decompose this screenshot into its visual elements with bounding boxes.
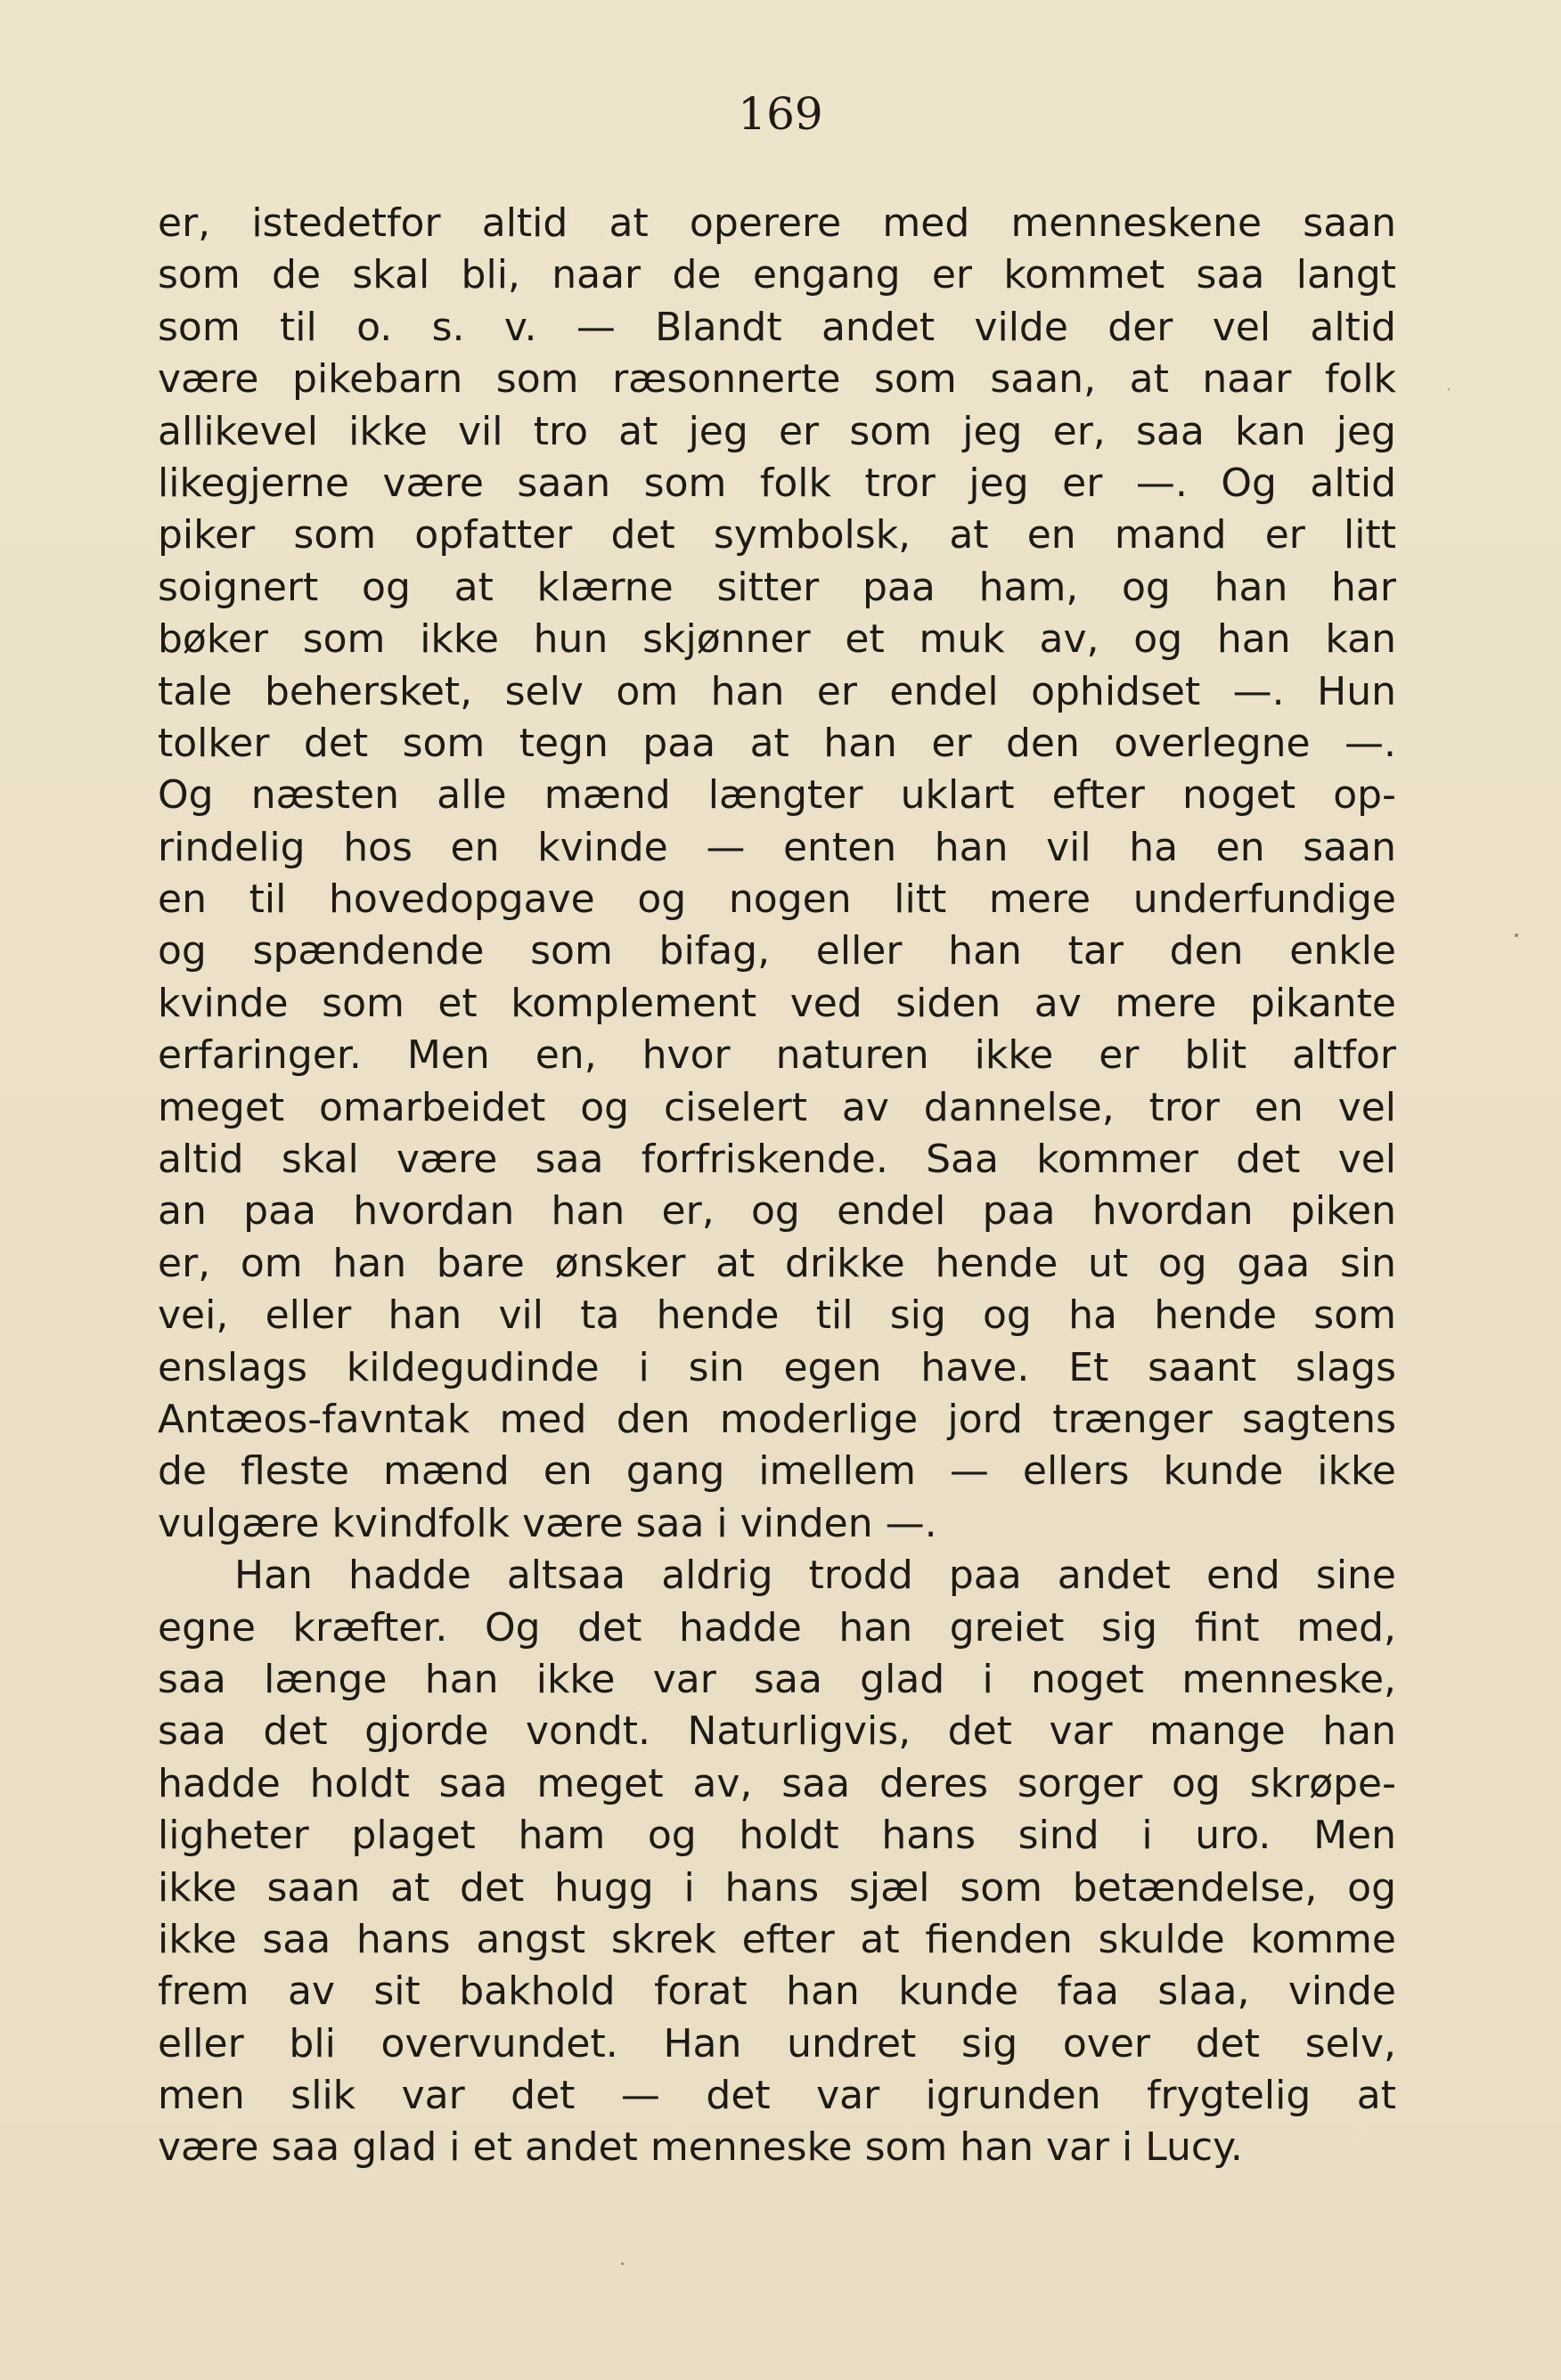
text-line: som til o. s. v. — Blandt andet vilde der vel altid: [158, 304, 1396, 350]
text-line: tolker det som tegn paa at han er den overlegne —.: [158, 720, 1396, 766]
text-line: er, om han bare ønsker at drikke hende ut og gaa sin: [158, 1240, 1396, 1286]
text-line: soignert og at klærne sitter paa ham, og han har: [158, 564, 1396, 610]
text-line: tale behersket, selv om han er endel ophidset —. Hun: [158, 668, 1396, 714]
text-line: kvinde som et komplement ved siden av mere pikante: [158, 980, 1396, 1026]
text-line: Han hadde altsaa aldrig trodd paa andet end sine: [234, 1553, 1396, 1599]
text-line: som de skal bli, naar de engang er kommet saa langt: [158, 252, 1396, 298]
text-line: allikevel ikke vil tro at jeg er som jeg er, saa kan jeg: [158, 408, 1396, 454]
paper-speck: [1515, 933, 1518, 937]
paper-speck: [1448, 388, 1450, 390]
text-line: frem av sit bakhold forat han kunde faa slaa, vinde: [158, 1968, 1396, 2015]
text-line: bøker som ikke hun skjønner et muk av, og han kan: [158, 616, 1396, 663]
text-line: ligheter plaget ham og holdt hans sind i uro. Men: [158, 1813, 1396, 1859]
page-number: 169: [738, 88, 823, 140]
text-line: piker som opfatter det symbolsk, at en mand er litt: [158, 512, 1396, 558]
text-line: er, istedetfor altid at operere med menneskene saan: [158, 200, 1396, 246]
text-line: en til hovedopgave og nogen litt mere underfundige: [158, 876, 1396, 923]
text-line: og spændende som bifag, eller han tar den enkle: [158, 928, 1396, 974]
text-line: an paa hvordan han er, og endel paa hvordan piken: [158, 1188, 1396, 1235]
body-text: [158, 198, 1396, 2174]
text-line: saa længe han ikke var saa glad i noget menneske,: [158, 1656, 1396, 1702]
text-line: meget omarbeidet og ciselert av dannelse, tror en vel: [158, 1084, 1396, 1130]
text-line: hadde holdt saa meget av, saa deres sorger og skrøpe-: [158, 1760, 1396, 1806]
text-line: Antæos-favntak med den moderlige jord trænger sagtens: [158, 1396, 1396, 1442]
text-line: men slik var det — det var igrunden frygtelig at: [158, 2073, 1396, 2119]
text-line: Og næsten alle mænd længter uklart efter noget op-: [158, 772, 1396, 819]
text-line: være saa glad i et andet menneske som han var i Lucy.: [158, 2124, 1243, 2171]
text-line: rindelig hos en kvinde — enten han vil ha en saan: [158, 824, 1396, 870]
text-line: altid skal være saa forfriskende. Saa kommer det vel: [158, 1137, 1396, 1183]
text-line: de fleste mænd en gang imellem — ellers kunde ikke: [158, 1448, 1396, 1495]
text-line: vei, eller han vil ta hende til sig og ha hende som: [158, 1292, 1396, 1339]
text-line: egne kræfter. Og det hadde han greiet sig fint med,: [158, 1604, 1396, 1651]
text-line: eller bli overvundet. Han undret sig over det selv,: [158, 2020, 1396, 2066]
text-line: ikke saan at det hugg i hans sjæl som betændelse, og: [158, 1864, 1396, 1911]
text-line: likegjerne være saan som folk tror jeg er —. Og altid: [158, 460, 1396, 506]
text-line: være pikebarn som ræsonnerte som saan, at naar folk: [158, 356, 1396, 403]
text-line: enslags kildegudinde i sin egen have. Et saant slags: [158, 1344, 1396, 1390]
text-line: vulgære kvindfolk være saa i vinden —.: [158, 1500, 937, 1546]
text-line: ikke saa hans angst skrek efter at fienden skulde komme: [158, 1916, 1396, 1962]
text-line: saa det gjorde vondt. Naturligvis, det var mange han: [158, 1708, 1396, 1755]
paper-speck: [621, 2262, 624, 2265]
text-line: erfaringer. Men en, hvor naturen ikke er blit altfor: [158, 1032, 1396, 1079]
